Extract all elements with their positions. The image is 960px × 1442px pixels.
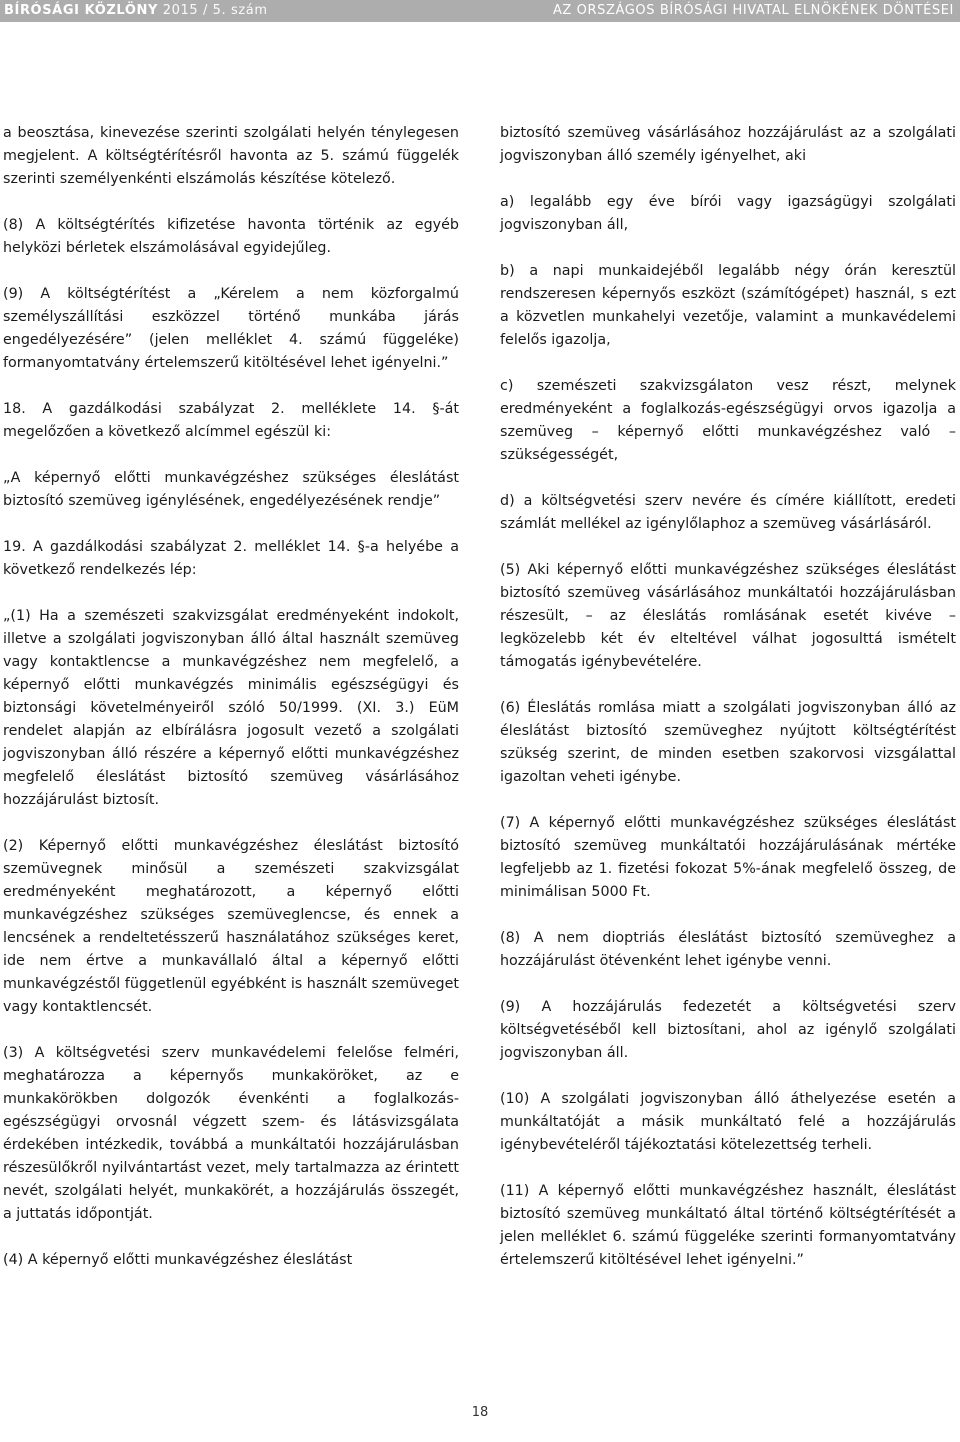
paragraph: (7) A képernyő előtti munkavégzéshez szükséges éleslátást biztosító szemüveg munkáltatói hozzájárulásának mértéke legfeljebb az 1. fizetési fokozat 5%-ának megfelelő összeg, de minimálisan 5000 Ft. — [500, 815, 956, 900]
issue-number: 2015 / 5. szám — [162, 3, 268, 18]
paragraph: (4) A képernyő előtti munkavégzéshez éleslátást — [3, 1252, 353, 1268]
section-title: AZ ORSZÁGOS BÍRÓSÁGI HIVATAL ELNÖKÉNEK DÖNTÉSEI — [552, 3, 954, 18]
page-number: 18 — [471, 1405, 489, 1420]
list-item: c) szemészeti szakvizsgálaton vesz részt, melynek eredményeként a foglalkozás-egészségügyi orvos igazolja a szemüveg – képernyő előtti munkavégzéshez való – szükségességét, — [500, 378, 956, 463]
paragraph: (9) A költségtérítést a „Kérelem a nem közforgalmú személyszállítási eszközzel történő munkába járás engedélyezésére” (jelen melléklet 4. számú függeléke) formanyomtatvány értelemszerű kitöltésével lehet igényelni.” — [3, 286, 459, 371]
paragraph: 19. A gazdálkodási szabályzat 2. melléklet 14. §-a helyébe a következő rendelkezés lép: — [3, 539, 459, 578]
paragraph: (8) A költségtérítés kifizetése havonta történik az egyéb helyközi bérletek elszámolásával egyidejűleg. — [3, 217, 459, 256]
list-item: a) legalább egy éve bírói vagy igazságügyi szolgálati jogviszonyban áll, — [500, 194, 956, 233]
list-item: b) a napi munkaidejéből legalább négy órán keresztül rendszeresen képernyős eszközt (számítógépet) használ, s ezt a közvetlen munkahelyi vezetője, valamint a munkavédelemi felelős igazolja, — [500, 263, 956, 348]
paragraph: a beosztása, kinevezése szerinti szolgálati helyén ténylegesen megjelent. A költségtérítésről havonta az 5. számú függelék szerinti személyenkénti elszámolás készítése kötelező. — [3, 125, 459, 187]
paragraph: (3) A költségvetési szerv munkavédelemi felelőse felméri, meghatározza a képernyős munkaköröket, az e munkakörökben dolgozók évenkénti a foglalkozás-egészségügyi orvosnál végzett szem- és látásvizsgálata érdekében intézkedik, továbbá a munkáltatói hozzájárulásban részesülőkről nyilvántartást vezet, mely tartalmazza az érintett nevét, szolgálati helyét, munkakörét, a hozzájárulás összegét, a juttatás időpontját. — [3, 1045, 459, 1222]
paragraph: „(1) Ha a szemészeti szakvizsgálat eredményeként indokolt, illetve a szolgálati jogviszonyban álló által használt szemüveg vagy kontaktlencse a munkavégzéshez nem megfelelő, a képernyő előtti munkavégzés minimális egészségügyi és biztonsági követelményeiről szóló 50/1999. (XI. 3.) EüM rendelet alapján az elbírálásra jogosult vezető a szolgálati jogviszonyban álló részére a képernyő előtti munkavégzéshez megfelelő éleslátást biztosító szemüveg vásárlásához hozzájárulást biztosít. — [3, 608, 459, 808]
paragraph: (8) A nem dioptriás éleslátást biztosító szemüveghez a hozzájárulást ötévenként lehet igénybe venni. — [500, 930, 956, 969]
paragraph: (10) A szolgálati jogviszonyban álló áthelyezése esetén a munkáltatóját a másik munkáltató felé a hozzájárulás igénybevételéről tájékoztatási kötelezettség terheli. — [500, 1091, 956, 1153]
subtitle-heading: „A képernyő előtti munkavégzéshez szükséges éleslátást biztosító szemüveg igénylésének, engedélyezésének rendje” — [3, 470, 459, 509]
running-header — [0, 0, 960, 22]
right-column — [500, 122, 956, 1272]
list-item: d) a költségvetési szerv nevére és címére kiállított, eredeti számlát mellékel az igénylőlaphoz a szemüveg vásárlásáról. — [500, 493, 956, 532]
paragraph: (6) Éleslátás romlása miatt a szolgálati jogviszonyban álló az éleslátást biztosító szemüveghez nyújtott költségtérítést szükség szerint, de minden esetben szakorvosi vizsgálattal igazoltan veheti igénybe. — [500, 700, 956, 785]
paragraph: (9) A hozzájárulás fedezetét a költségvetési szerv költségvetéséből kell biztosítani, ahol az igénylő szolgálati jogviszonyban áll. — [500, 999, 956, 1061]
paragraph: (2) Képernyő előtti munkavégzéshez éleslátást biztosító szemüvegnek minősül a szemészeti szakvizsgálat eredményeként meghatározott, a képernyő előtti munkavégzéshez szükséges szemüveglencse, és ennek a lencsének a rendeltetésszerű használatához szükséges keret, ide nem értve a munkavállaló által a képernyő előtti munkavégzéstől függetlenül egyébként is használt szemüveget vagy kontaktlencsét. — [3, 838, 459, 1015]
paragraph: 18. A gazdálkodási szabályzat 2. melléklete 14. §-át megelőzően a következő alcímmel egészül ki: — [3, 401, 459, 440]
header-left — [4, 0, 268, 22]
left-column — [3, 122, 459, 1272]
paragraph: (11) A képernyő előtti munkavégzéshez használt, éleslátást biztosító szemüveg munkáltató által történő költségtérítését a jelen melléklet 6. számú függeléke szerinti formanyomtatvány értelemszerű kitöltésével lehet igényelni.” — [500, 1183, 956, 1268]
paragraph: (5) Aki képernyő előtti munkavégzéshez szükséges éleslátást biztosító szemüveg vásárlásához munkáltatói hozzájárulásban részesült, – az éleslátás romlásának esetét kivéve – legközelebb két év elteltével válhat jogosulttá ismételt támogatás igénybevételére. — [500, 562, 956, 670]
paragraph: biztosító szemüveg vásárlásához hozzájárulást az a szolgálati jogviszonyban álló személy igényelhet, aki — [500, 125, 956, 164]
publication-title: BÍRÓSÁGI KÖZLÖNY — [4, 3, 158, 18]
